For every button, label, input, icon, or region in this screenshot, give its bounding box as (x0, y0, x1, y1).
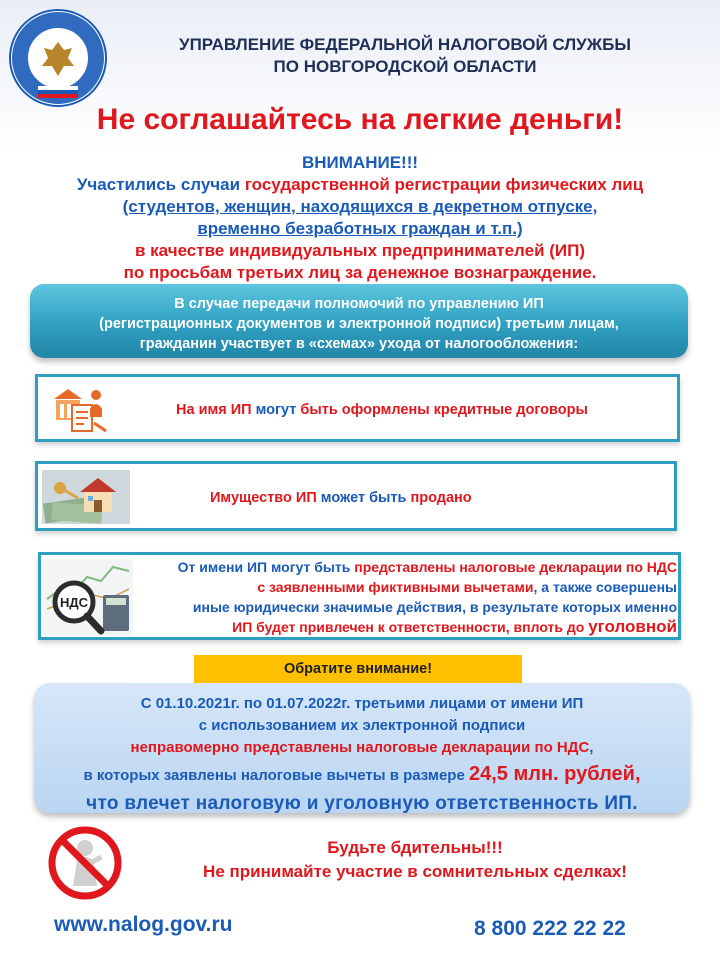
vat-line-4-b: уголовной (588, 617, 677, 636)
credit-text-b: могут (255, 402, 301, 418)
credit-text-d: оформлены кредитные договоры (341, 402, 588, 418)
property-text-c: продано (410, 490, 472, 506)
attention-line-3: временно безработных граждан и т.п.) (197, 219, 523, 238)
attention-title: ВНИМАНИЕ!!! (301, 153, 419, 172)
facts-line-1: С 01.10.2021г. по 01.07.2022г. третьими лицами от имени ИП (140, 695, 584, 712)
attention-line-2: (студентов, женщин, находящихся в декретном отпуске, (122, 197, 598, 216)
facts-line-4 (34, 759, 690, 791)
attention-line-1 (20, 174, 700, 196)
website-link[interactable]: www.nalog.gov.ru (54, 913, 233, 936)
property-card-text (210, 488, 472, 508)
facts-line-3-text: неправомерно представлены налоговые декларации по НДС (130, 739, 590, 756)
facts-line-5: что влечет налоговую и уголовную ответственность ИП. (86, 793, 638, 814)
agency-line-2: ПО НОВГОРОДСКОЙ ОБЛАСТИ (273, 57, 537, 76)
vat-card-text (143, 557, 677, 637)
agency-title (120, 34, 690, 78)
notice-strip: Обратите внимание! (194, 655, 522, 683)
fns-emblem-icon (8, 8, 108, 108)
vat-line-1 (143, 557, 677, 577)
vat-line-2 (143, 577, 677, 597)
nds-magnifier-icon (43, 559, 133, 635)
headline: Не соглашайтесь на легкие деньги! (96, 103, 624, 136)
facts-line-4-a: в которых заявлены налоговые вычеты в размере (83, 767, 469, 784)
vat-line-2-a: с заявленными фиктивными вычетами (257, 579, 534, 595)
delegation-box (30, 284, 688, 358)
delegation-line-3: гражданин участвует в «схемах» ухода от налогообложения: (139, 336, 579, 352)
vat-card-item (38, 552, 681, 640)
vat-line-1-b: представлены налоговые декларации по НДС (354, 559, 677, 575)
facts-line-2: с использованием их электронной подписи (198, 717, 526, 734)
vat-line-1-a: От имени ИП могут быть (177, 559, 355, 575)
property-text-b: может быть (320, 490, 411, 506)
hotline-phone: 8 800 222 22 22 (474, 917, 626, 940)
bank-document-icon (50, 383, 110, 435)
fraud-facts-box (34, 683, 690, 813)
credit-text-c: быть (300, 402, 342, 418)
property-text-a: Имущество ИП (210, 490, 321, 506)
vat-line-4-a: ИП будет привлечен к ответственности, вплоть до (232, 619, 589, 635)
credit-card-text (176, 400, 588, 420)
warning-line-2: Не принимайте участие в сомнительных сделках! (203, 862, 627, 881)
attention-line-1-a: Участились случаи (76, 175, 245, 194)
vat-line-3: иные юридически значимые действия, в результате которых именно (192, 599, 677, 615)
attention-line-4: в качестве индивидуальных предпринимателей (ИП) (134, 241, 586, 260)
warning-line-1: Будьте бдительны!!! (327, 838, 503, 857)
credit-card-item (35, 374, 680, 442)
property-card-item (35, 461, 677, 531)
facts-line-3-comma: , (589, 739, 594, 756)
delegation-line-1: В случае передачи полномочий по управлению ИП (174, 296, 544, 312)
credit-text-a: На имя ИП (176, 402, 256, 418)
warning-block (140, 836, 690, 884)
agency-line-1: УПРАВЛЕНИЕ ФЕДЕРАЛЬНОЙ НАЛОГОВОЙ СЛУЖБЫ (179, 35, 631, 54)
delegation-line-2: (регистрационных документов и электронной подписи) третьим лицам, (99, 316, 619, 332)
house-money-icon (42, 470, 130, 524)
stop-sign-icon (48, 826, 122, 900)
facts-line-3 (34, 737, 690, 759)
vat-line-2-b: , а также совершены (533, 579, 677, 595)
attention-line-1-b: государственной регистрации физических лиц (244, 175, 644, 194)
facts-amount: 24,5 млн. рублей (468, 763, 635, 785)
attention-block (20, 152, 700, 284)
facts-line-4-comma: , (634, 763, 641, 785)
vat-line-4 (143, 617, 677, 637)
attention-line-5: по просьбам третьих лиц за денежное вознаграждение. (123, 263, 597, 282)
nds-icon-text: НДС (59, 595, 89, 610)
